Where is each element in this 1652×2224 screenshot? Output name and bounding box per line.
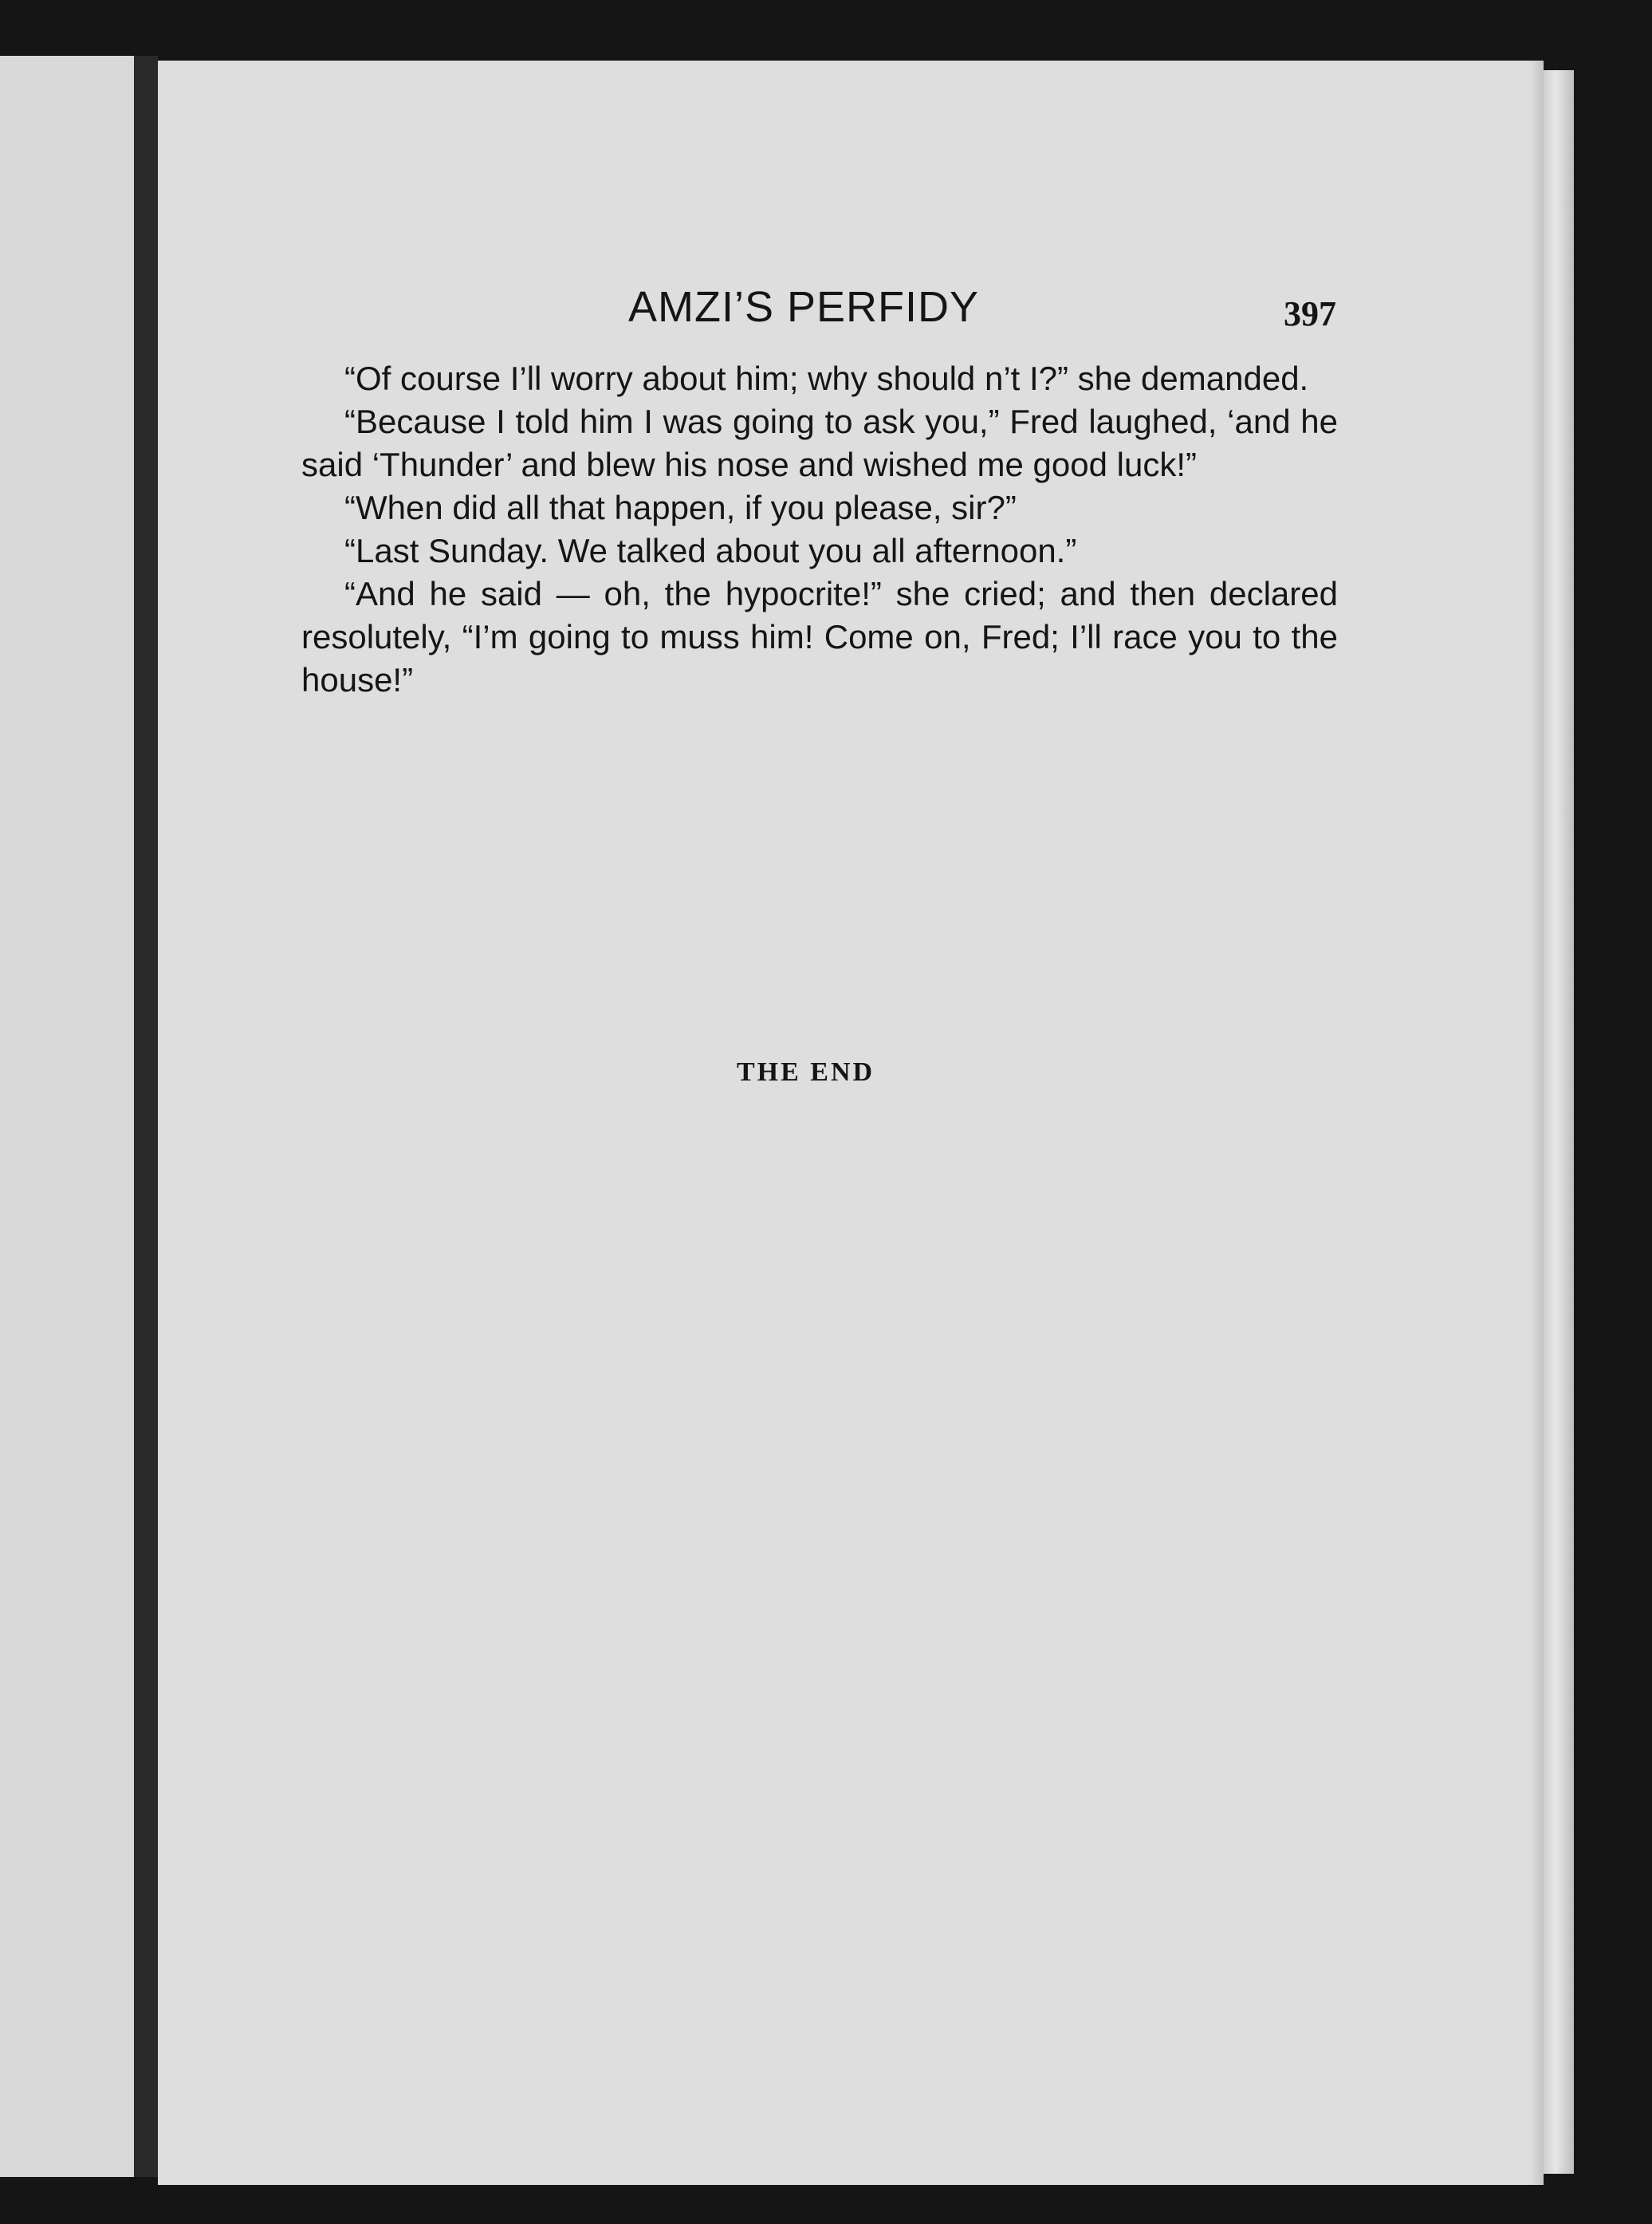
running-head: AMZI’S PERFIDY <box>628 283 980 331</box>
paragraph: “And he said — oh, the hypocrite!” she cried; and then declared resolutely, “I’m going to muss him! Come on, Fred; I’ll race you to the house!” <box>301 575 1338 699</box>
paragraph: “When did all that happen, if you please, sir?” <box>344 489 1017 526</box>
the-end-label: THE END <box>737 1057 875 1087</box>
page-number: 397 <box>1284 294 1336 333</box>
body-text <box>301 357 1338 702</box>
paragraph: “Because I told him I was going to ask you,” Fred laughed, ‘and he said ‘Thunder’ and blew his nose and wished me good luck!” <box>301 403 1338 483</box>
paragraph: “Of course I’ll worry about him; why should n’t I?” she demanded. <box>344 360 1309 397</box>
page-stack-edge <box>1544 70 1574 2174</box>
book-spine <box>134 56 158 2177</box>
book-page <box>158 61 1544 2185</box>
left-page-edge <box>0 56 134 2177</box>
paragraph: “Last Sunday. We talked about you all afternoon.” <box>344 532 1077 569</box>
